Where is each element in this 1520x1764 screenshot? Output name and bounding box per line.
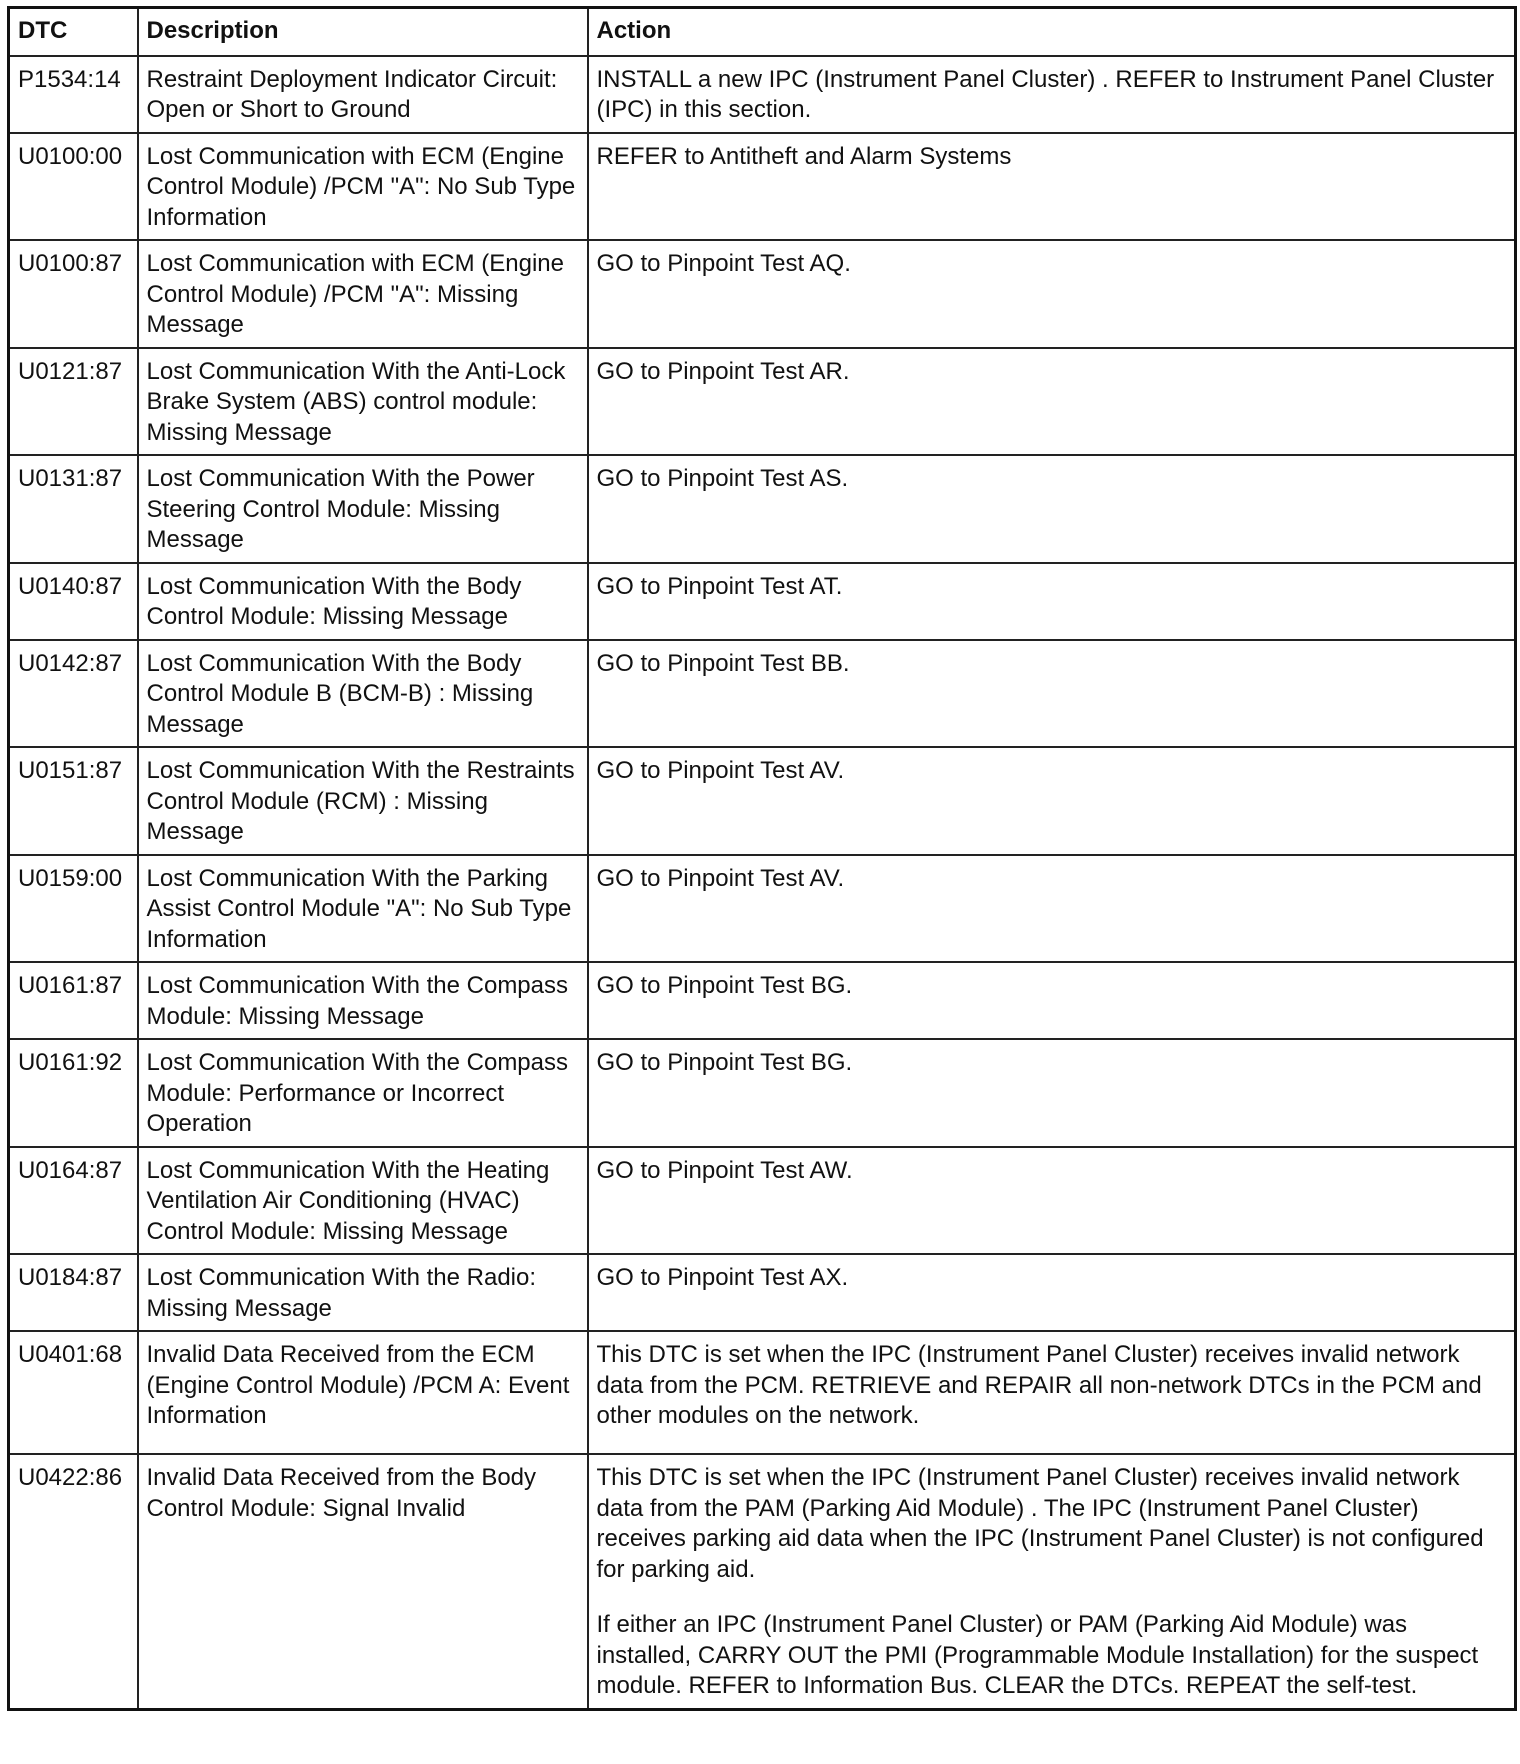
action-cell xyxy=(588,1454,1516,1709)
dtc-code-cell: U0131:87 xyxy=(9,455,138,563)
action-paragraph: This DTC is set when the IPC (Instrument Panel Cluster) receives invalid network data from the PCM. RETRIEVE and REPAIR all non-network DTCs in the PCM and other modules on the network. xyxy=(596,1341,1482,1429)
table-header-row xyxy=(9,8,1516,56)
description-cell: Lost Communication With the Body Control Module B (BCM-B) : Missing Message xyxy=(138,640,588,748)
description-cell: Invalid Data Received from the Body Control Module: Signal Invalid xyxy=(138,1454,588,1709)
action-paragraph: GO to Pinpoint Test AX. xyxy=(596,1264,849,1291)
description-cell: Lost Communication With the Compass Module: Missing Message xyxy=(138,962,588,1039)
dtc-code-cell: U0161:87 xyxy=(9,962,138,1039)
description-cell: Lost Communication with ECM (Engine Control Module) /PCM "A": No Sub Type Information xyxy=(138,133,588,241)
action-paragraph: If either an IPC (Instrument Panel Cluster) or PAM (Parking Aid Module) was installed, CARRY OUT the PMI (Programmable Module Installation) for the suspect module. REFER to Information Bus. CLEAR the DTCs. REPEAT the self-test. xyxy=(596,1611,1479,1699)
action-paragraph: GO to Pinpoint Test AR. xyxy=(596,357,850,385)
dtc-code-cell: U0401:68 xyxy=(9,1331,138,1454)
action-paragraph: GO to Pinpoint Test BG. xyxy=(596,972,853,999)
dtc-code-cell: U0164:87 xyxy=(9,1147,138,1255)
dtc-table xyxy=(7,6,1517,1711)
description-cell: Restraint Deployment Indicator Circuit: Open or Short to Ground xyxy=(138,56,588,133)
action-cell xyxy=(588,855,1516,963)
action-cell xyxy=(588,563,1516,640)
action-cell xyxy=(588,1039,1516,1147)
table-row xyxy=(9,348,1516,456)
action-paragraph: GO to Pinpoint Test AV. xyxy=(596,864,845,892)
table-row xyxy=(9,1254,1516,1331)
action-paragraph: GO to Pinpoint Test AT. xyxy=(596,572,843,600)
table-body xyxy=(9,56,1516,1710)
description-cell: Lost Communication With the Restraints Control Module (RCM) : Missing Message xyxy=(138,747,588,855)
dtc-code-cell: U0100:87 xyxy=(9,240,138,348)
description-cell: Lost Communication With the Radio: Missing Message xyxy=(138,1254,588,1331)
table-row xyxy=(9,1331,1516,1454)
description-cell: Invalid Data Received from the ECM (Engine Control Module) /PCM A: Event Information xyxy=(138,1331,588,1454)
table-row xyxy=(9,1454,1516,1709)
table-row xyxy=(9,1147,1516,1255)
table-row xyxy=(9,133,1516,241)
table-row xyxy=(9,640,1516,748)
action-paragraph: REFER to Antitheft and Alarm Systems xyxy=(596,142,1012,170)
action-paragraph: INSTALL a new IPC (Instrument Panel Cluster) . REFER to Instrument Panel Cluster (IPC) in this section. xyxy=(596,65,1495,123)
table-row xyxy=(9,962,1516,1039)
dtc-code-cell: U0159:00 xyxy=(9,855,138,963)
dtc-code-cell: U0100:00 xyxy=(9,133,138,241)
dtc-code-cell: U0151:87 xyxy=(9,747,138,855)
action-cell xyxy=(588,133,1516,241)
action-paragraph: GO to Pinpoint Test AQ. xyxy=(596,250,851,277)
description-cell: Lost Communication With the Power Steering Control Module: Missing Message xyxy=(138,455,588,563)
dtc-code-cell: P1534:14 xyxy=(9,56,138,133)
action-cell xyxy=(588,348,1516,456)
action-paragraph: GO to Pinpoint Test BG. xyxy=(596,1049,853,1076)
action-cell xyxy=(588,455,1516,563)
action-cell xyxy=(588,240,1516,348)
dtc-code-cell: U0121:87 xyxy=(9,348,138,456)
column-header-dtc: DTC xyxy=(9,8,138,56)
table-row xyxy=(9,563,1516,640)
description-cell: Lost Communication With the Body Control Module: Missing Message xyxy=(138,563,588,640)
description-cell: Lost Communication With the Parking Assist Control Module "A": No Sub Type Information xyxy=(138,855,588,963)
action-paragraph: GO to Pinpoint Test AV. xyxy=(596,757,845,784)
action-paragraph: GO to Pinpoint Test AS. xyxy=(596,465,849,492)
action-cell xyxy=(588,56,1516,133)
description-cell: Lost Communication with ECM (Engine Control Module) /PCM "A": Missing Message xyxy=(138,240,588,348)
action-paragraph: This DTC is set when the IPC (Instrument Panel Cluster) receives invalid network data from the PAM (Parking Aid Module) . The IPC (Instrument Panel Cluster) receives parking aid data when the IPC (Instrument Panel Cluster) is not configured for parking aid. xyxy=(596,1464,1484,1583)
table-row xyxy=(9,455,1516,563)
table-row xyxy=(9,747,1516,855)
table-row xyxy=(9,240,1516,348)
action-cell xyxy=(588,1331,1516,1454)
dtc-code-cell: U0184:87 xyxy=(9,1254,138,1331)
dtc-code-cell: U0161:92 xyxy=(9,1039,138,1147)
action-cell xyxy=(588,640,1516,748)
dtc-code-cell: U0140:87 xyxy=(9,563,138,640)
dtc-code-cell: U0422:86 xyxy=(9,1454,138,1709)
column-header-action: Action xyxy=(588,8,1516,56)
action-cell xyxy=(588,962,1516,1039)
action-cell xyxy=(588,1147,1516,1255)
table-row xyxy=(9,855,1516,963)
description-cell: Lost Communication With the Anti-Lock Brake System (ABS) control module: Missing Message xyxy=(138,348,588,456)
action-cell xyxy=(588,747,1516,855)
description-cell: Lost Communication With the Heating Ventilation Air Conditioning (HVAC) Control Module: Missing Message xyxy=(138,1147,588,1255)
table-row xyxy=(9,1039,1516,1147)
column-header-description: Description xyxy=(138,8,588,56)
table-row xyxy=(9,56,1516,133)
action-cell xyxy=(588,1254,1516,1331)
action-paragraph: GO to Pinpoint Test BB. xyxy=(596,649,850,677)
action-paragraph: GO to Pinpoint Test AW. xyxy=(596,1156,853,1184)
dtc-code-cell: U0142:87 xyxy=(9,640,138,748)
description-cell: Lost Communication With the Compass Module: Performance or Incorrect Operation xyxy=(138,1039,588,1147)
